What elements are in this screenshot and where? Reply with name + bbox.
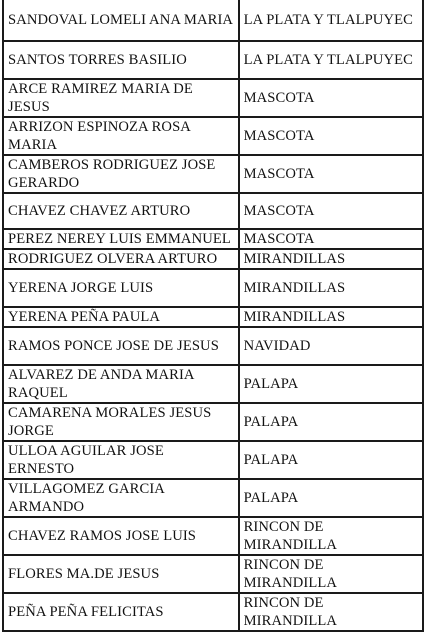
name-cell: RODRIGUEZ OLVERA ARTURO	[3, 249, 239, 269]
name-cell: ULLOA AGUILAR JOSE ERNESTO	[3, 441, 239, 479]
location-cell: MASCOTA	[239, 117, 423, 155]
name-cell: CAMARENA MORALES JESUS JORGE	[3, 403, 239, 441]
table-row	[3, 555, 423, 593]
location-cell: MIRANDILLAS	[239, 249, 423, 269]
table-row	[3, 365, 423, 403]
table-row	[3, 193, 423, 229]
location-cell: RINCON DE MIRANDILLA	[239, 593, 423, 631]
table-row	[3, 479, 423, 517]
location-cell: LA PLATA Y TLALPUYEC	[239, 41, 423, 79]
table-row	[3, 249, 423, 269]
name-cell: SANTOS TORRES BASILIO	[3, 41, 239, 79]
table-row	[3, 0, 423, 41]
table-row	[3, 269, 423, 307]
location-cell: PALAPA	[239, 403, 423, 441]
location-cell: MIRANDILLAS	[239, 307, 423, 327]
name-cell: CAMBEROS RODRIGUEZ JOSE GERARDO	[3, 155, 239, 193]
table-row	[3, 41, 423, 79]
name-cell: VILLAGOMEZ GARCIA ARMANDO	[3, 479, 239, 517]
location-cell: MIRANDILLAS	[239, 269, 423, 307]
name-cell: YERENA PEÑA PAULA	[3, 307, 239, 327]
name-cell: ARRIZON ESPINOZA ROSA MARIA	[3, 117, 239, 155]
location-cell: PALAPA	[239, 365, 423, 403]
table-row	[3, 307, 423, 327]
table-row	[3, 517, 423, 555]
location-cell: LA PLATA Y TLALPUYEC	[239, 0, 423, 41]
name-cell: ALVAREZ DE ANDA MARIA RAQUEL	[3, 365, 239, 403]
location-cell: RINCON DE MIRANDILLA	[239, 555, 423, 593]
table-row	[3, 229, 423, 249]
roster-table	[2, 0, 424, 632]
table-row	[3, 117, 423, 155]
location-cell: MASCOTA	[239, 155, 423, 193]
name-cell: FLORES MA.DE JESUS	[3, 555, 239, 593]
name-cell: SANDOVAL LOMELI ANA MARIA	[3, 0, 239, 41]
name-cell: PEREZ NEREY LUIS EMMANUEL	[3, 229, 239, 249]
location-cell: PALAPA	[239, 441, 423, 479]
name-cell: YERENA JORGE LUIS	[3, 269, 239, 307]
location-cell: PALAPA	[239, 479, 423, 517]
table-row	[3, 593, 423, 631]
table-row	[3, 441, 423, 479]
table-row	[3, 155, 423, 193]
location-cell: MASCOTA	[239, 229, 423, 249]
table-row	[3, 79, 423, 117]
table-row	[3, 327, 423, 365]
name-cell: RAMOS PONCE JOSE DE JESUS	[3, 327, 239, 365]
name-cell: CHAVEZ CHAVEZ ARTURO	[3, 193, 239, 229]
location-cell: MASCOTA	[239, 193, 423, 229]
location-cell: RINCON DE MIRANDILLA	[239, 517, 423, 555]
table-row	[3, 403, 423, 441]
location-cell: NAVIDAD	[239, 327, 423, 365]
name-cell: CHAVEZ RAMOS JOSE LUIS	[3, 517, 239, 555]
name-cell: PEÑA PEÑA FELICITAS	[3, 593, 239, 631]
location-cell: MASCOTA	[239, 79, 423, 117]
name-cell: ARCE RAMIREZ MARIA DE JESUS	[3, 79, 239, 117]
